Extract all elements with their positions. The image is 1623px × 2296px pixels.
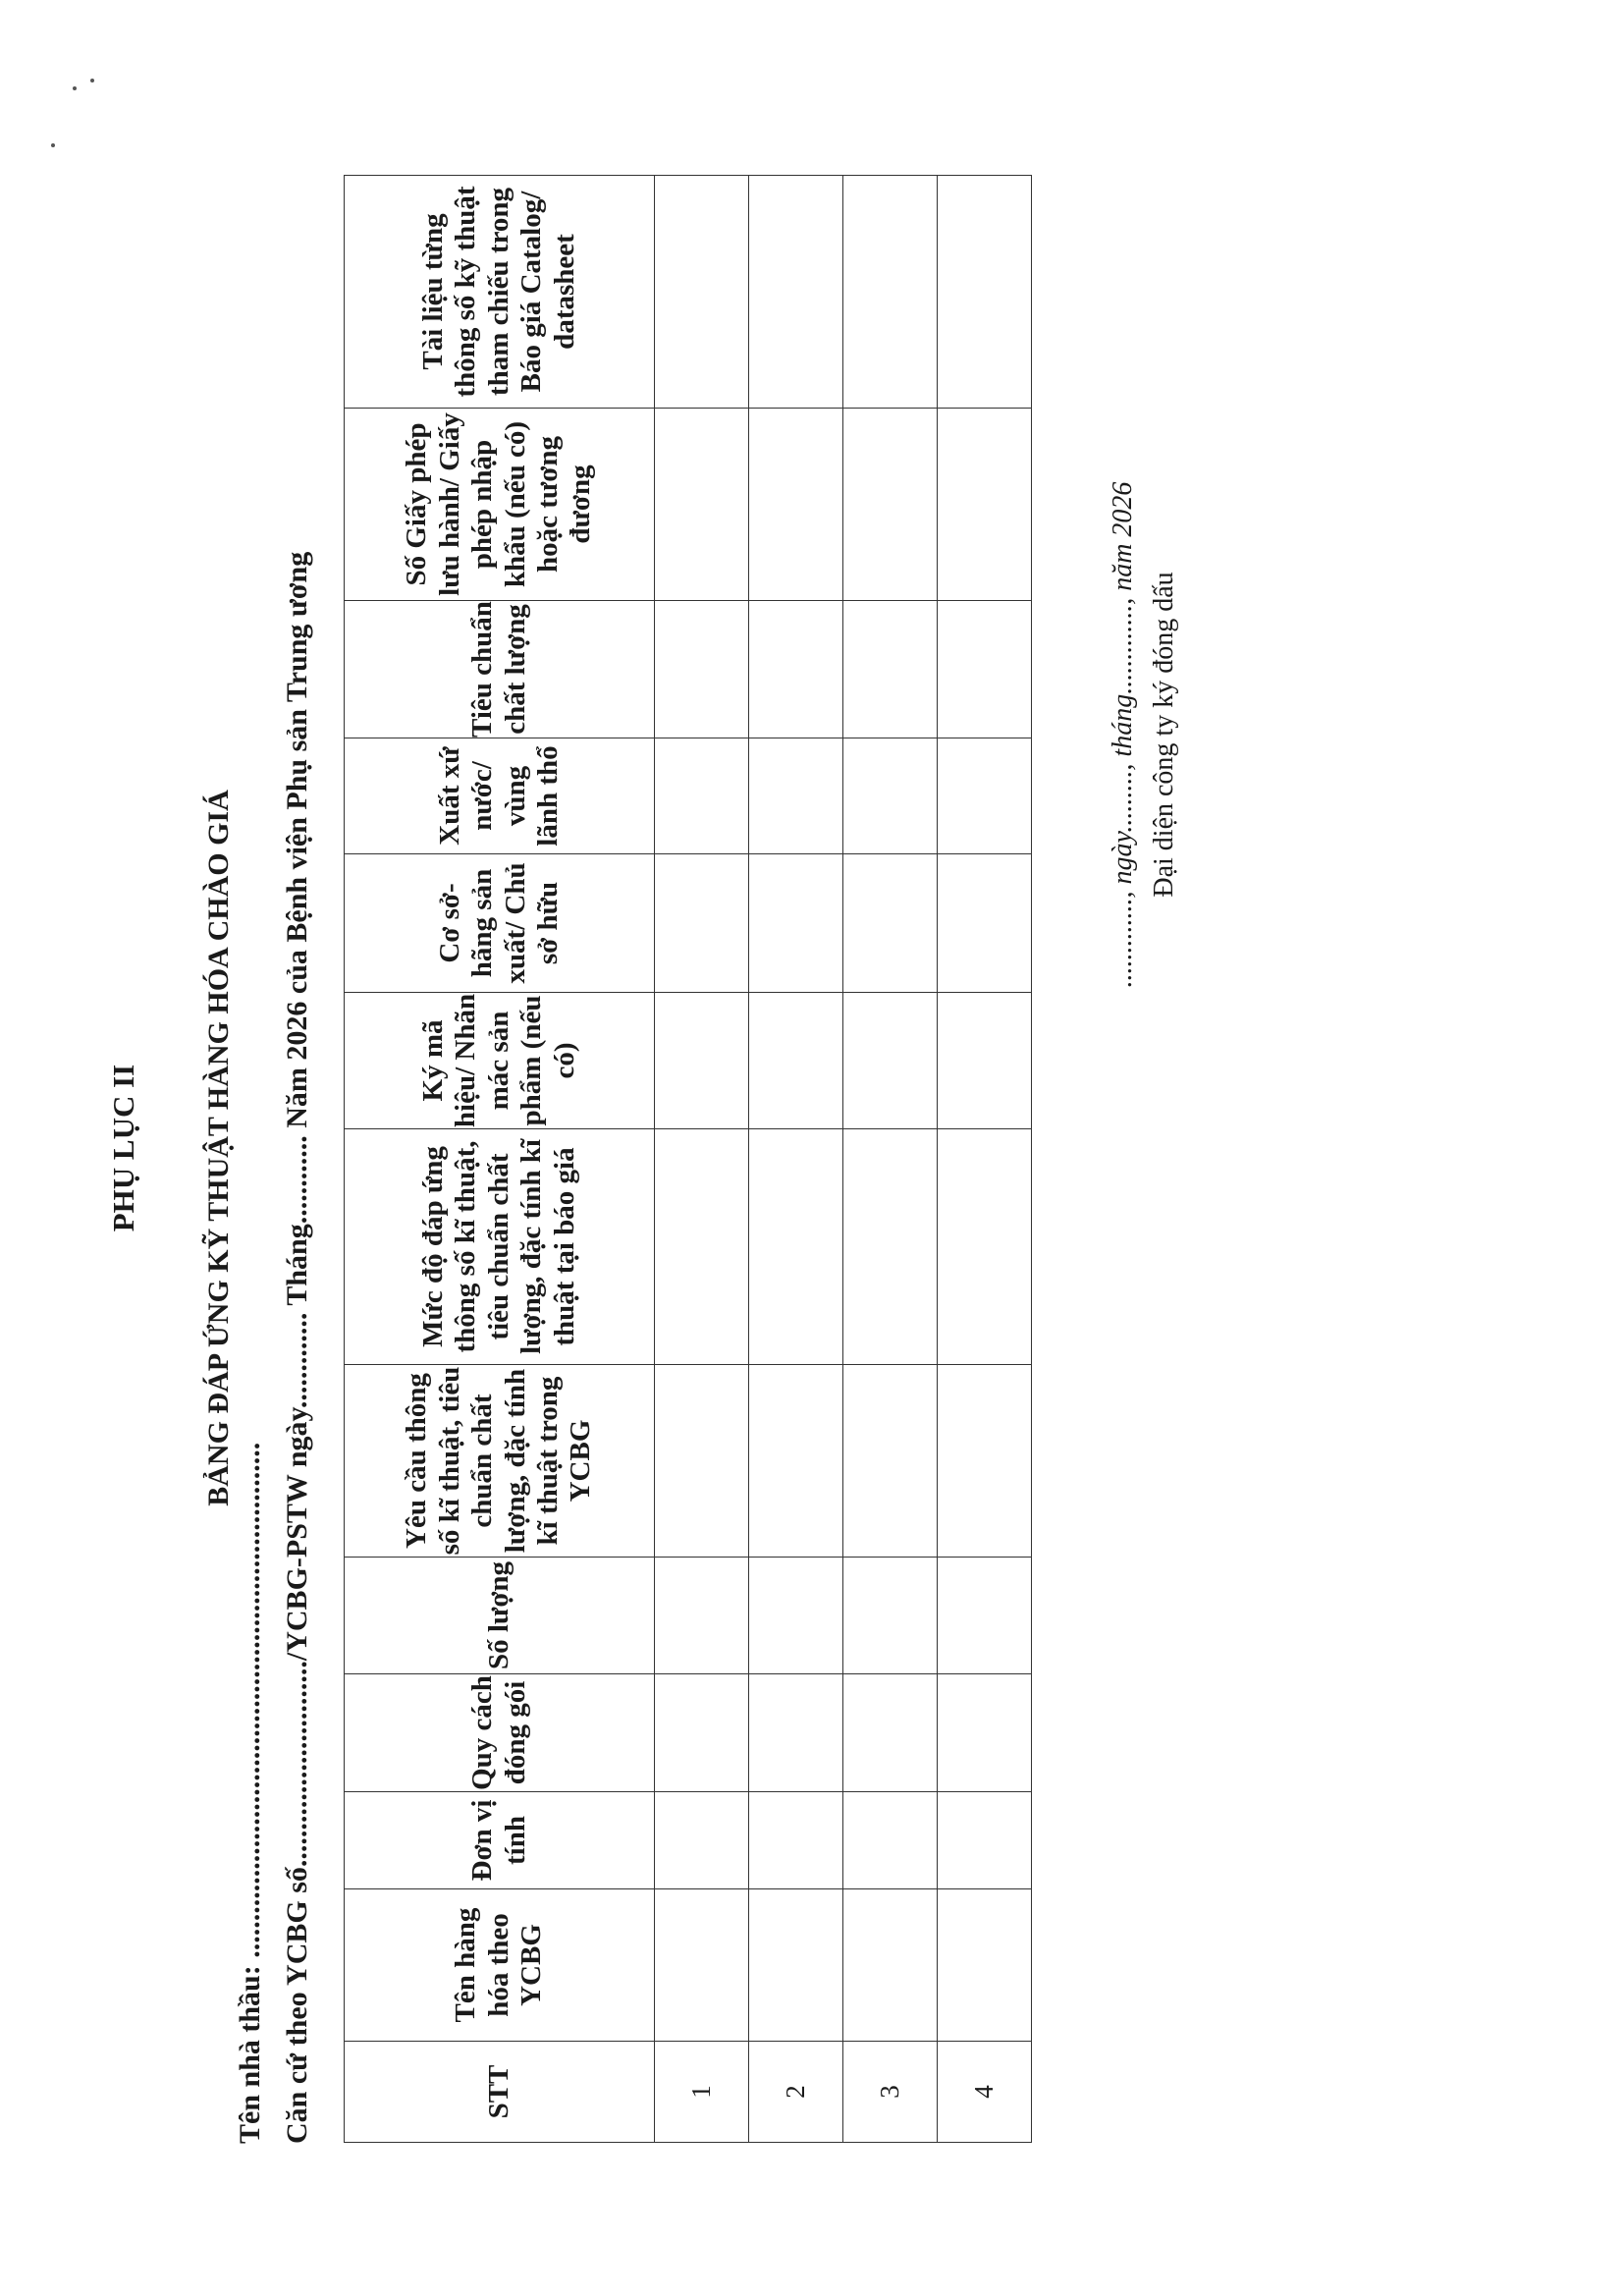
table-cell bbox=[655, 409, 749, 601]
header-required-specs: Yêu cầu thông số kĩ thuật, tiêu chuẩn chất lượng, đặc tính kĩ thuật trong YCBG bbox=[345, 1365, 655, 1558]
table-cell bbox=[749, 1129, 843, 1365]
table-header-row bbox=[345, 176, 655, 2143]
table-cell bbox=[655, 176, 749, 409]
basis-line: Căn cứ theo YCBG số............................/YCBG-PSTW ngày............. Tháng............ Năm 2026 của Bệnh viện Phụ sản Trung ương bbox=[281, 551, 313, 2144]
scan-speck bbox=[51, 143, 55, 147]
table-cell bbox=[843, 1129, 938, 1365]
header-license-number: Số Giấy phép lưu hành/ Giấy phép nhập khẩu (nếu có) hoặc tương đương bbox=[345, 409, 655, 601]
header-stt: STT bbox=[345, 2042, 655, 2143]
table-cell bbox=[938, 738, 1032, 854]
table-cell bbox=[938, 993, 1032, 1129]
table-cell bbox=[749, 854, 843, 993]
table-cell bbox=[655, 1889, 749, 2042]
table-cell bbox=[843, 601, 938, 738]
table-cell bbox=[749, 738, 843, 854]
table-cell bbox=[938, 1889, 1032, 2042]
table-cell bbox=[938, 1129, 1032, 1365]
table-cell bbox=[655, 854, 749, 993]
table-cell bbox=[938, 1792, 1032, 1889]
table-cell bbox=[749, 993, 843, 1129]
header-quantity: Số lượng bbox=[345, 1558, 655, 1674]
signature-date-line: ............., ngày........., tháng............., năm 2026 bbox=[1108, 481, 1138, 988]
table-cell bbox=[749, 1792, 843, 1889]
table-row bbox=[843, 176, 938, 2143]
table-cell bbox=[938, 409, 1032, 601]
table-cell bbox=[655, 738, 749, 854]
scan-speck bbox=[73, 86, 77, 90]
scan-speck bbox=[90, 79, 94, 82]
appendix-title: PHỤ LỤC II bbox=[106, 1064, 140, 1232]
table-cell bbox=[749, 176, 843, 409]
table-cell bbox=[655, 1365, 749, 1558]
table-cell bbox=[843, 1365, 938, 1558]
table-cell bbox=[938, 1365, 1032, 1558]
header-manufacturer: Cơ sở- hãng sản xuất/ Chủ sở hữu bbox=[345, 854, 655, 993]
table-cell bbox=[749, 1674, 843, 1792]
row-number: 3 bbox=[843, 2042, 938, 2143]
table-cell bbox=[843, 1792, 938, 1889]
header-unit: Đơn vị tính bbox=[345, 1792, 655, 1889]
table-cell bbox=[843, 854, 938, 993]
table-cell bbox=[843, 993, 938, 1129]
table-cell bbox=[938, 854, 1032, 993]
signature-label: Đại diện công ty ký đóng dấu bbox=[1149, 572, 1179, 898]
table-cell bbox=[843, 1674, 938, 1792]
table-cell bbox=[749, 409, 843, 601]
table-cell bbox=[843, 409, 938, 601]
table-cell bbox=[938, 1674, 1032, 1792]
header-reference-docs: Tài liệu từng thông số kỹ thuật tham chiếu trong Báo giá Catalog/ datasheet bbox=[345, 176, 655, 409]
row-number: 4 bbox=[938, 2042, 1032, 2143]
table-cell bbox=[938, 601, 1032, 738]
table-cell bbox=[749, 1365, 843, 1558]
table-title: BẢNG ĐÁP ỨNG KỸ THUẬT HÀNG HÓA CHÀO GIÁ bbox=[202, 790, 235, 1506]
contractor-name-line: Tên nhà thầu: ...................................................................... bbox=[234, 1442, 266, 2144]
table-cell bbox=[655, 601, 749, 738]
table-cell bbox=[843, 176, 938, 409]
table-cell bbox=[749, 1558, 843, 1674]
table-cell bbox=[749, 1889, 843, 2042]
table-cell bbox=[843, 1889, 938, 2042]
header-goods-name: Tên hàng hóa theo YCBG bbox=[345, 1889, 655, 2042]
table-cell bbox=[655, 1792, 749, 1889]
table-cell bbox=[655, 1558, 749, 1674]
table-cell bbox=[655, 1129, 749, 1365]
table-cell bbox=[938, 176, 1032, 409]
header-compliance-level: Mức độ đáp ứng thông số kĩ thuật, tiêu chuẩn chất lượng, đặc tính kĩ thuật tại báo giá bbox=[345, 1129, 655, 1365]
row-number: 2 bbox=[749, 2042, 843, 2143]
header-packaging: Quy cách đóng gói bbox=[345, 1674, 655, 1792]
table-cell bbox=[655, 1674, 749, 1792]
table-cell bbox=[843, 738, 938, 854]
table-row bbox=[749, 176, 843, 2143]
header-model-brand: Ký mã hiệu/ Nhãn mác sản phẩm (nếu có) bbox=[345, 993, 655, 1129]
header-quality-standard: Tiêu chuẩn chất lượng bbox=[345, 601, 655, 738]
table-cell bbox=[843, 1558, 938, 1674]
row-number: 1 bbox=[655, 2042, 749, 2143]
header-origin: Xuất xứ nước/ vùng lãnh thổ bbox=[345, 738, 655, 854]
table-row bbox=[655, 176, 749, 2143]
table-cell bbox=[749, 601, 843, 738]
table-cell bbox=[938, 1558, 1032, 1674]
technical-response-table bbox=[344, 175, 1032, 2143]
table-row bbox=[938, 176, 1032, 2143]
table-cell bbox=[655, 993, 749, 1129]
